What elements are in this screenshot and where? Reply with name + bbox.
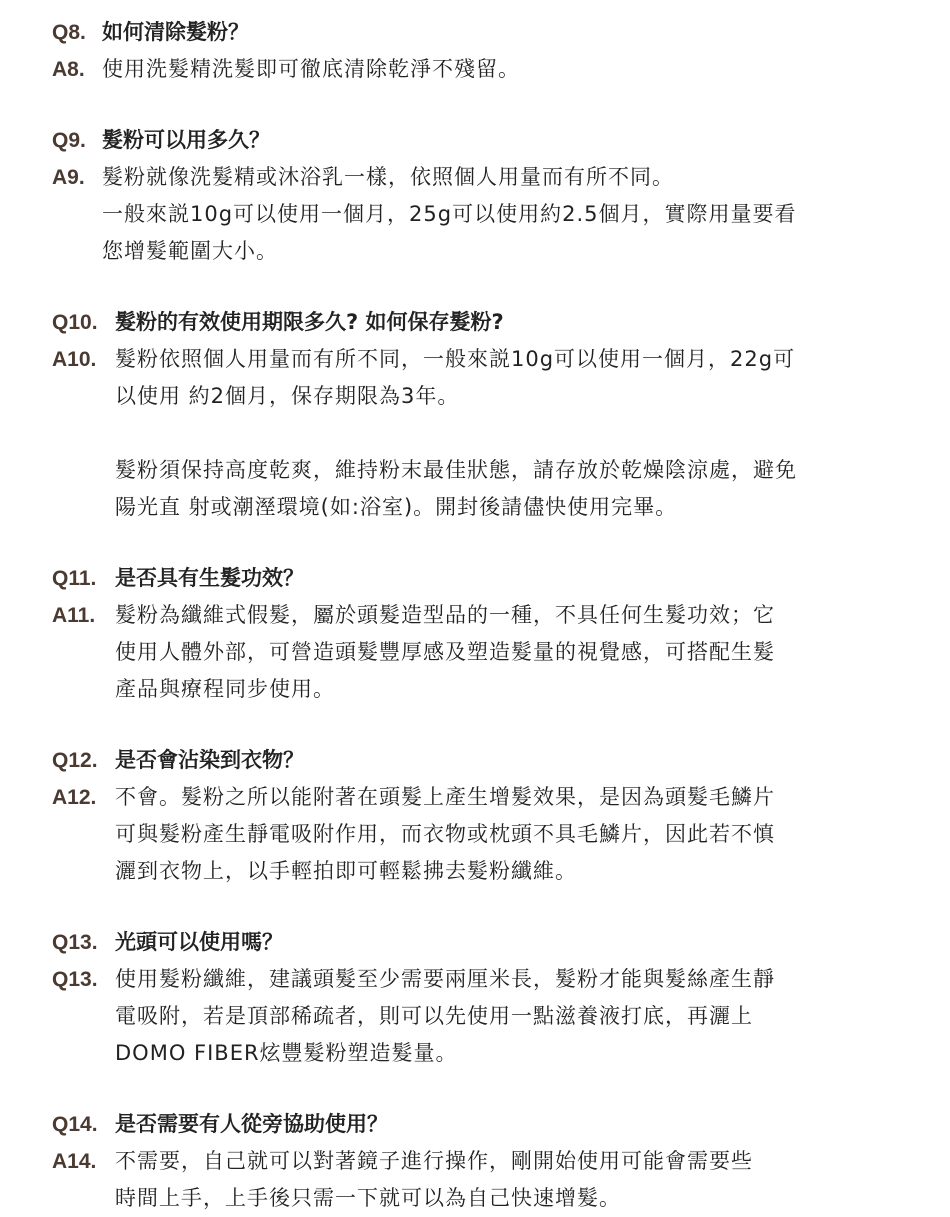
answer-line: 髮粉須保持高度乾爽，維持粉末最佳狀態，請存放於乾燥陰涼處，避免 bbox=[115, 458, 797, 482]
answer-text bbox=[102, 159, 900, 270]
faq-item bbox=[52, 924, 900, 1072]
answer-label: A9. bbox=[52, 166, 85, 189]
question-label: Q13. bbox=[52, 931, 98, 954]
answer-line: 使用洗髮精洗髮即可徹底清除乾淨不殘留。 bbox=[102, 57, 520, 81]
answer-text bbox=[102, 51, 900, 88]
question-row bbox=[52, 560, 900, 597]
answer-line: 灑到衣物上，以手輕拍即可輕鬆拂去髮粉纖維。 bbox=[115, 859, 577, 883]
answer-line: 電吸附，若是頂部稀疏者，則可以先使用一點滋養液打底，再灑上 bbox=[115, 1004, 753, 1028]
answer-line: 陽光直 射或潮溼環境(如:浴室)。開封後請儘快使用完畢。 bbox=[115, 495, 678, 519]
question-text: 如何清除髮粉？ bbox=[102, 20, 249, 44]
answer-line: 不需要，自己就可以對著鏡子進行操作，剛開始使用可能會需要些 bbox=[115, 1149, 753, 1173]
answer-line: 髮粉依照個人用量而有所不同，一般來説10g可以使用一個月，22g可 bbox=[115, 347, 796, 371]
answer-row bbox=[52, 1143, 900, 1217]
question-row bbox=[52, 14, 900, 51]
answer-label: A10. bbox=[52, 348, 97, 371]
answer-text bbox=[115, 779, 900, 890]
question-label: Q14. bbox=[52, 1113, 98, 1136]
question-text: 髮粉的有效使用期限多久? 如何保存髮粉? bbox=[115, 310, 504, 334]
question-text: 光頭可以使用嗎？ bbox=[115, 930, 283, 954]
answer-row bbox=[52, 961, 900, 1072]
answer-line: 一般來説10g可以使用一個月，25g可以使用約2.5個月，實際用量要看 bbox=[102, 202, 797, 226]
question-label: Q11. bbox=[52, 567, 97, 590]
question-label: Q10. bbox=[52, 311, 98, 334]
answer-label: A14. bbox=[52, 1150, 97, 1173]
answer-text bbox=[115, 597, 900, 708]
answer-line: 可與髮粉產生靜電吸附作用，而衣物或枕頭不具毛鱗片，因此若不慎 bbox=[115, 822, 775, 846]
answer-line: 使用人體外部，可營造頭髮豐厚感及塑造髮量的視覺感，可搭配生髮 bbox=[115, 640, 775, 664]
answer-line: 使用髮粉纖維，建議頭髮至少需要兩厘米長，髮粉才能與髮絲產生靜 bbox=[115, 967, 775, 991]
faq-item bbox=[52, 742, 900, 890]
question-label: Q12. bbox=[52, 749, 98, 772]
answer-row bbox=[52, 159, 900, 270]
faq-item bbox=[52, 14, 900, 88]
answer-label: A8. bbox=[52, 58, 85, 81]
answer-line: 以使用 約2個月，保存期限為3年。 bbox=[115, 384, 460, 408]
answer-line: 產品與療程同步使用。 bbox=[115, 677, 335, 701]
answer-row bbox=[52, 597, 900, 708]
answer-label: A12. bbox=[52, 786, 97, 809]
question-row bbox=[52, 1106, 900, 1143]
faq-item bbox=[52, 122, 900, 270]
answer-text bbox=[115, 1143, 900, 1217]
answer-label: Q13. bbox=[52, 968, 98, 991]
question-text: 髮粉可以用多久？ bbox=[102, 128, 270, 152]
faq-item bbox=[52, 560, 900, 708]
answer-row bbox=[52, 341, 900, 526]
answer-line: 髮粉就像洗髮精或沐浴乳一樣，依照個人用量而有所不同。 bbox=[102, 165, 674, 189]
answer-label: A11. bbox=[52, 604, 96, 627]
question-text: 是否需要有人從旁協助使用？ bbox=[115, 1112, 388, 1136]
answer-line: DOMO FIBER炫豐髮粉塑造髮量。 bbox=[115, 1041, 458, 1065]
answer-row bbox=[52, 779, 900, 890]
answer-row bbox=[52, 51, 900, 88]
answer-text bbox=[115, 961, 900, 1072]
faq-item bbox=[52, 1106, 900, 1217]
question-label: Q9. bbox=[52, 129, 86, 152]
answer-text bbox=[115, 341, 900, 526]
faq-item bbox=[52, 304, 900, 526]
question-row bbox=[52, 924, 900, 961]
question-row bbox=[52, 742, 900, 779]
answer-line: 您增髮範圍大小。 bbox=[102, 239, 278, 263]
paragraph-gap bbox=[115, 415, 900, 452]
question-text: 是否會沾染到衣物？ bbox=[115, 748, 304, 772]
answer-line: 髮粉為纖維式假髮，屬於頭髮造型品的一種，不具任何生髮功效；它 bbox=[115, 603, 775, 627]
question-label: Q8. bbox=[52, 21, 86, 44]
question-text: 是否具有生髮功效？ bbox=[115, 566, 304, 590]
question-row bbox=[52, 122, 900, 159]
answer-line: 不會。髮粉之所以能附著在頭髮上產生增髮效果，是因為頭髮毛鱗片 bbox=[115, 785, 775, 809]
answer-line: 時間上手，上手後只需一下就可以為自己快速增髮。 bbox=[115, 1186, 621, 1210]
question-row bbox=[52, 304, 900, 341]
